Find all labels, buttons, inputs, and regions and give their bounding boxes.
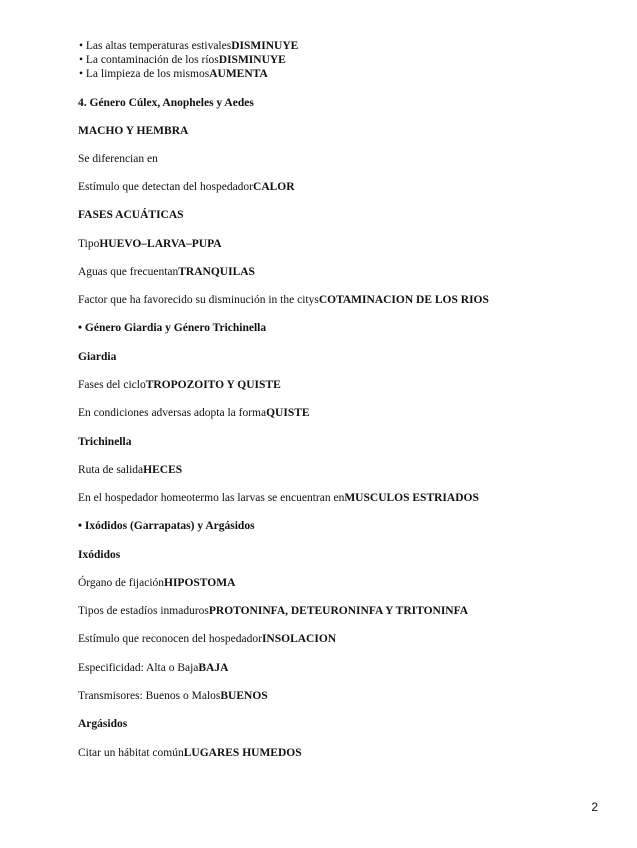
qa-line: Estímulo que reconocen del hospedadorINSOLACION xyxy=(78,633,337,645)
qa-line: Ruta de salidaHECES xyxy=(78,464,183,476)
section-heading: 4. Género Cúlex, Anopheles y Aedes xyxy=(78,97,254,109)
qa-line: TipoHUEVO–LARVA–PUPA xyxy=(78,238,222,250)
qa-line: Órgano de fijaciónHIPOSTOMA xyxy=(78,577,236,589)
section-heading: Giardia xyxy=(78,351,117,363)
qa-line: Transmisores: Buenos o MalosBUENOS xyxy=(78,690,268,702)
section-heading: FASES ACUÁTICAS xyxy=(78,209,184,221)
section-heading: Argásidos xyxy=(78,718,128,730)
bullet-line: • Las altas temperaturas estivalesDISMINUYE xyxy=(79,40,299,52)
qa-line: Estímulo que detectan del hospedadorCALOR xyxy=(78,181,295,193)
qa-line: En condiciones adversas adopta la formaQUISTE xyxy=(78,407,310,419)
qa-line: Especificidad: Alta o BajaBAJA xyxy=(78,662,229,674)
qa-line: Se diferencian en xyxy=(78,153,158,165)
bullet-line: • La limpieza de los mismosAUMENTA xyxy=(79,68,268,80)
section-heading: • Género Giardia y Género Trichinella xyxy=(78,322,267,334)
section-heading: Ixódidos xyxy=(78,549,121,561)
qa-line: Factor que ha favorecido su disminución in the citysCOTAMINACION DE LOS RIOS xyxy=(78,294,489,306)
section-heading: • Ixódidos (Garrapatas) y Argásidos xyxy=(78,520,255,532)
section-heading: Trichinella xyxy=(78,436,132,448)
section-heading: MACHO Y HEMBRA xyxy=(78,125,189,137)
qa-line: En el hospedador homeotermo las larvas se encuentran enMUSCULOS ESTRIADOS xyxy=(78,492,479,504)
qa-line: Fases del cicloTROPOZOITO Y QUISTE xyxy=(78,379,281,391)
qa-line: Aguas que frecuentanTRANQUILAS xyxy=(78,266,255,278)
qa-line: Citar un hábitat comúnLUGARES HUMEDOS xyxy=(78,747,302,759)
bullet-line: • La contaminación de los ríosDISMINUYE xyxy=(79,54,286,66)
page-number: 2 xyxy=(591,800,598,814)
qa-line: Tipos de estadíos inmadurosPROTONINFA, DETEURONINFA Y TRITONINFA xyxy=(78,605,469,617)
